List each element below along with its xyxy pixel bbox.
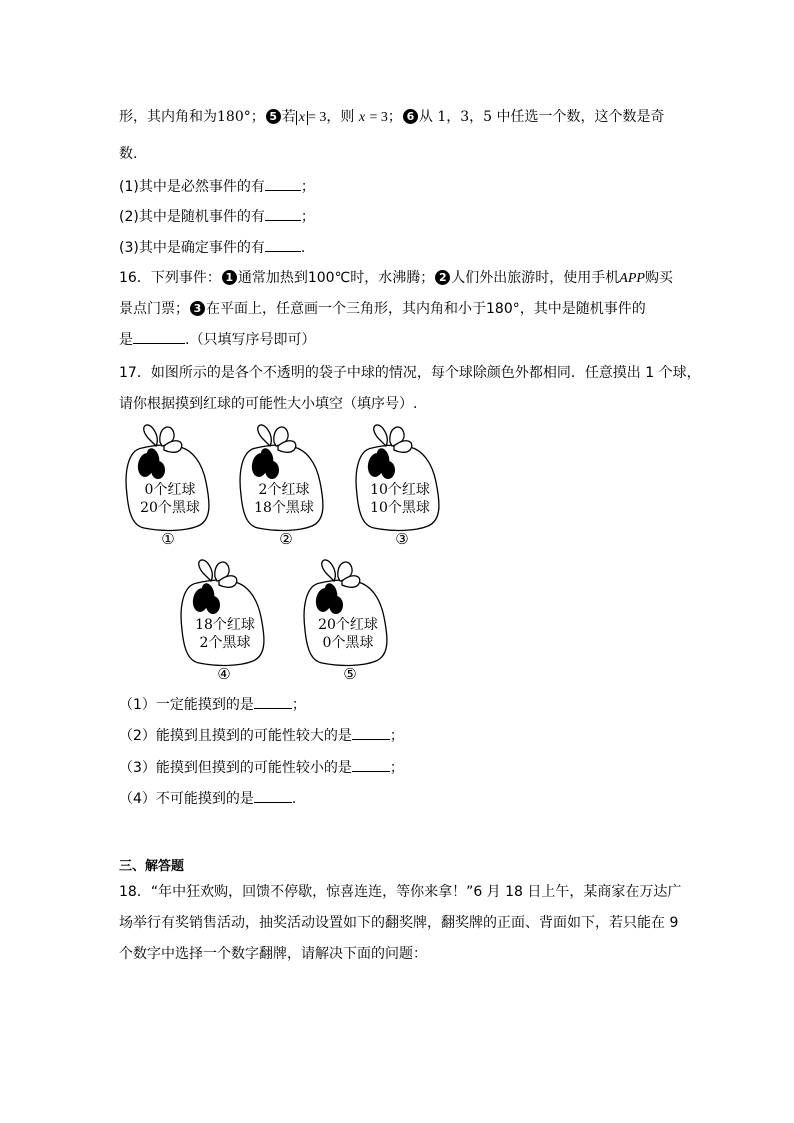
red-ball-count: 2个红球 <box>258 482 310 498</box>
red-ball-count: 18个红球 <box>195 617 255 633</box>
absolute-value-x: x <box>296 111 308 125</box>
circled-number-6: 6 <box>403 109 418 124</box>
bag-icon <box>298 555 398 670</box>
q17-part-1: （1）一定能摸到的是 ； <box>119 697 306 713</box>
circled-number-1: 1 <box>222 270 237 285</box>
answer-blank[interactable] <box>265 239 301 252</box>
answer-blank[interactable] <box>133 331 185 344</box>
q15-part-3: (3)其中是确定事件的有 . <box>119 240 306 256</box>
q15-line-2: 数. <box>119 146 138 162</box>
bag-figure-1 <box>120 420 220 550</box>
q17-line-1: 17．如图所示的是各个不透明的袋子中球的情况，每个球除颜色外都相同．任意摸出 1 个球， <box>119 365 701 381</box>
q17-line-2: 请你根据摸到红球的可能性大小填空（填序号）. <box>119 396 418 412</box>
circled-number-5: 5 <box>266 109 281 124</box>
circled-number-3: 3 <box>190 301 205 316</box>
bag-figure-3 <box>350 420 450 550</box>
q15-part-1: (1)其中是必然事件的有 ； <box>119 179 315 195</box>
q16-line-2: 景点门票； 3 在平面上，任意画一个三角形，其内角和小于180°，其中是随机事件的 <box>119 301 646 317</box>
bag-label: ② <box>279 530 293 548</box>
black-ball-count: 2个黑球 <box>199 635 251 651</box>
q16-line-3: 是 .（只填写序号即可） <box>119 332 316 348</box>
answer-blank[interactable] <box>265 178 301 191</box>
bag-icon <box>120 420 220 535</box>
answer-blank[interactable] <box>352 759 390 772</box>
answer-blank[interactable] <box>265 208 301 221</box>
bag-label: ① <box>161 530 175 548</box>
circled-number-2: 2 <box>435 270 450 285</box>
q17-part-4: （4）不可能摸到的是 . <box>119 791 297 807</box>
bag-icon <box>234 420 334 535</box>
q17-part-2: （2）能摸到且摸到的可能性较大的是 ； <box>119 728 404 744</box>
section-heading: 三、解答题 <box>119 859 185 874</box>
black-ball-count: 18个黑球 <box>254 500 314 516</box>
q18-line-1: 18．“年中狂欢购，回馈不停歇，惊喜连连，等你来拿！”6 月 18 日上午，某商家在万达广 <box>119 884 682 900</box>
black-ball-count: 0个黑球 <box>322 635 374 651</box>
q17-part-3: （3）能摸到但摸到的可能性较小的是 ； <box>119 760 404 776</box>
bag-icon <box>175 555 275 670</box>
answer-blank[interactable] <box>254 696 292 709</box>
bag-figure-2 <box>234 420 334 550</box>
red-ball-count: 10个红球 <box>370 482 430 498</box>
red-ball-count: 0个红球 <box>144 482 196 498</box>
q15-line-1: 形，其内角和为180°； 5 若 x = 3，则 x = 3； 6 从 1，3，5 中任选一个数，这个数是奇 <box>119 109 665 125</box>
q15-part-2: (2)其中是随机事件的有 ； <box>119 209 315 225</box>
q18-line-3: 个数字中选择一个数字翻牌，请解决下面的问题： <box>119 946 427 962</box>
q18-line-2: 场举行有奖销售活动，抽奖活动设置如下的翻奖牌，翻奖牌的正面、背面如下，若只能在 9 <box>119 915 679 931</box>
bag-figure-5 <box>298 555 398 685</box>
bag-label: ⑤ <box>343 665 357 683</box>
red-ball-count: 20个红球 <box>318 617 378 633</box>
black-ball-count: 10个黑球 <box>370 500 430 516</box>
answer-blank[interactable] <box>254 790 292 803</box>
bag-label: ③ <box>395 530 409 548</box>
black-ball-count: 20个黑球 <box>140 500 200 516</box>
q16-line-1: 16．下列事件： 1 通常加热到100℃时，水沸腾； 2 人们外出旅游时，使用手机APP购买 <box>119 270 673 286</box>
bag-figure-4 <box>175 555 275 685</box>
bag-label: ④ <box>217 665 231 683</box>
bag-icon <box>350 420 450 535</box>
answer-blank[interactable] <box>352 727 390 740</box>
